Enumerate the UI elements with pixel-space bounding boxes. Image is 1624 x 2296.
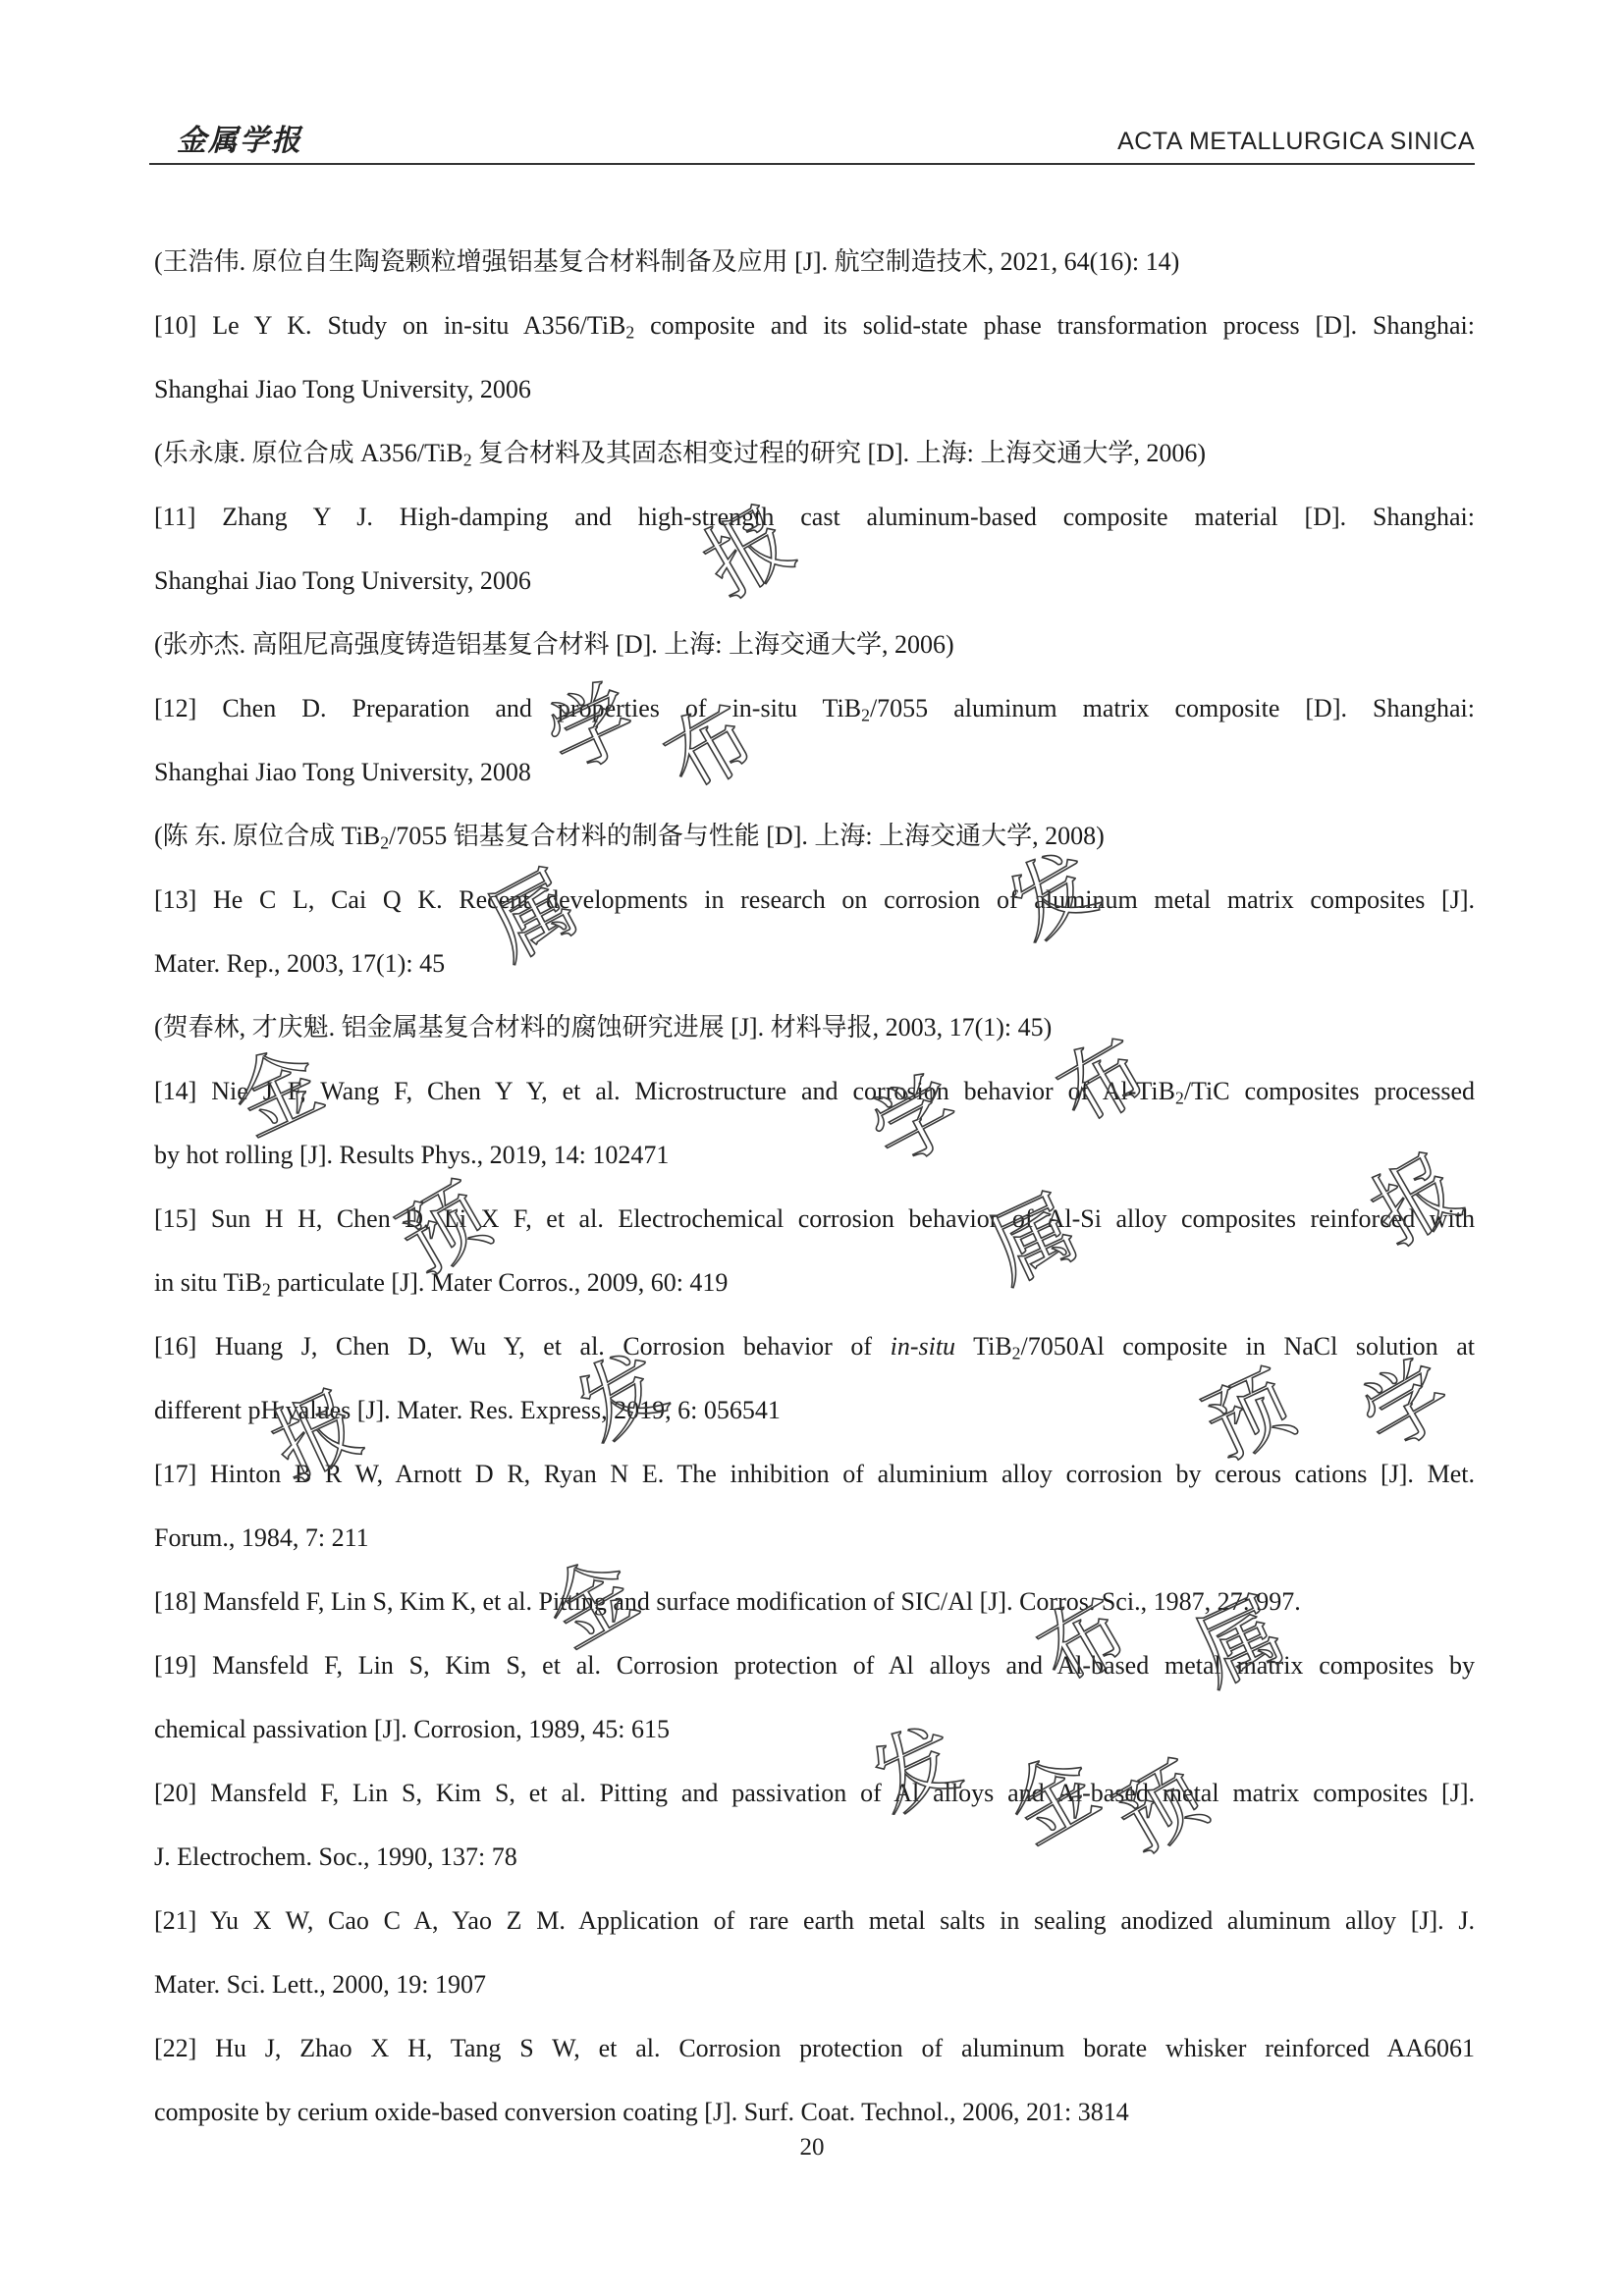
watermark-glyph: 报: [257, 1373, 377, 1499]
reference-line: by hot rolling [J]. Results Phys., 2019, 14: 102471: [154, 1141, 670, 1169]
reference-line: [21] Yu X W, Cao C A, Yao Z M. Application of rare earth metal salts in sealing anodized aluminum alloy [J]. J.: [154, 1906, 1475, 1935]
watermark-glyph: 金: [530, 1539, 654, 1667]
watermark-glyph: 金: [992, 1735, 1115, 1863]
reference-line: chemical passivation [J]. Corrosion, 1989, 45: 615: [154, 1715, 670, 1743]
journal-logo: 金属学报: [177, 124, 302, 158]
reference-line: Mater. Rep., 2003, 17(1): 45: [154, 949, 446, 978]
reference-line: Mater. Sci. Lett., 2000, 19: 1907: [154, 1970, 486, 1999]
watermark-glyph: 报: [687, 489, 811, 616]
reference-line: composite by cerium oxide-based conversion coating [J]. Surf. Coat. Technol., 2006, 201: 3814: [154, 2098, 1129, 2126]
reference-line: [18] Mansfeld F, Lin S, Kim K, et al. Pitting and surface modification of SIC/Al [J]. Corros. Sci., 1987, 27: 997.: [154, 1587, 1301, 1616]
reference-line: different pH values [J]. Mater. Res. Express, 2019, 6: 056541: [154, 1396, 781, 1424]
reference-line: J. Electrochem. Soc., 1990, 137: 78: [154, 1842, 517, 1871]
watermark-glyph: 预: [1190, 1354, 1310, 1479]
reference-line: (乐永康. 原位合成 A356/TiB$_2$ 复合材料及其固态相变过程的研究 [D]. 上海: 上海交通大学, 2006): [154, 439, 1207, 470]
journal-title: ACTA METALLURGICA SINICA: [1117, 128, 1475, 155]
reference-line: (陈 东. 原位合成 TiB$_2$/7055 铝基复合材料的制备与性能 [D]. 上海: 上海交通大学, 2008): [154, 822, 1105, 853]
watermark-glyph: 布: [1041, 1019, 1164, 1147]
reference-list: [154, 242, 1479, 2157]
reference-line: Shanghai Jiao Tong University, 2008: [154, 758, 531, 786]
reference-line: [15] Sun H H, Chen D, Li X F, et al. Electrochemical corrosion behavior of Al-Si alloy composites reinforced with: [154, 1204, 1475, 1233]
watermark-glyph: 金: [218, 1030, 338, 1155]
reference-line: [14] Nie J F, Wang F, Chen Y Y, et al. Microstructure and corrosion behavior of Al-TiB$_2$/TiC composites processed: [154, 1077, 1475, 1108]
reference-line: [12] Chen D. Preparation and properties of in-situ TiB$_2$/7055 aluminum matrix composite [D]. Shanghai:: [154, 694, 1475, 725]
page-number: 20: [799, 2134, 825, 2161]
reference-line: Shanghai Jiao Tong University, 2006: [154, 375, 531, 403]
watermark-glyph: 发: [560, 1333, 683, 1461]
reference-line: [22] Hu J, Zhao X H, Tang S W, et al. Corrosion protection of aluminum borate whisker reinforced AA6061: [154, 2034, 1475, 2062]
watermark-glyph: 学: [855, 1058, 977, 1186]
reference-line: [17] Hinton B R W, Arnott D R, Ryan N E. The inhibition of aluminium alloy corrosion by cerous cations [J]. Met.: [154, 1460, 1475, 1488]
reference-line: (张亦杰. 高阻尼高强度铸造铝基复合材料 [D]. 上海: 上海交通大学, 2006): [154, 630, 954, 659]
watermark-glyph: 发: [856, 1707, 976, 1833]
watermark-glyph: 布: [1021, 1578, 1145, 1706]
reference-line: in situ TiB$_2$ particulate [J]. Mater Corros., 2009, 60: 419: [154, 1268, 729, 1300]
watermark-glyph: 发: [992, 832, 1115, 960]
reference-line: [10] Le Y K. Study on in-situ A356/TiB$_2$ composite and its solid-state phase transformation process [D]. Shanghai:: [154, 311, 1475, 343]
watermark-glyph: 学: [532, 667, 652, 792]
reference-line: [19] Mansfeld F, Lin S, Kim S, et al. Corrosion protection of Al alloys and Al-based metal matrix composites by: [154, 1651, 1475, 1680]
reference-line: Forum., 1984, 7: 211: [154, 1523, 369, 1552]
watermark-glyph: 属: [1180, 1579, 1300, 1705]
reference-line: Shanghai Jiao Tong University, 2006: [154, 566, 531, 595]
watermark-glyph: 预: [383, 1166, 507, 1294]
reference-line: [16] Huang J, Chen D, Wu Y, et al. Corrosion behavior of in-situ TiB$_2$/7050Al composite in NaCl solution at: [154, 1332, 1475, 1363]
watermark-glyph: 报: [1355, 1137, 1479, 1264]
watermark-glyph: 预: [1100, 1745, 1223, 1873]
reference-line: (贺春林, 才庆魁. 铝金属基复合材料的腐蚀研究进展 [J]. 材料导报, 2003, 17(1): 45): [154, 1013, 1053, 1041]
reference-line: [13] He C L, Cai Q K. Recent developments in research on corrosion of aluminum metal matrix composites [J].: [154, 885, 1475, 914]
watermark-glyph: 学: [1345, 1343, 1469, 1470]
header-divider: [149, 163, 1475, 165]
reference-line: [20] Mansfeld F, Lin S, Kim S, et al. Pitting and passivation of Al alloys and Al-based metal matrix composites [J].: [154, 1779, 1475, 1807]
reference-line: [11] Zhang Y J. High-damping and high-strength cast aluminum-based composite material [D]. Shanghai:: [154, 503, 1475, 531]
reference-line: (王浩伟. 原位自生陶瓷颗粒增强铝基复合材料制备及应用 [J]. 航空制造技术, 2021, 64(16): 14): [154, 247, 1180, 276]
watermark-glyph: 布: [648, 685, 772, 813]
watermark-glyph: 属: [974, 1177, 1094, 1303]
watermark-glyph: 属: [472, 852, 594, 980]
